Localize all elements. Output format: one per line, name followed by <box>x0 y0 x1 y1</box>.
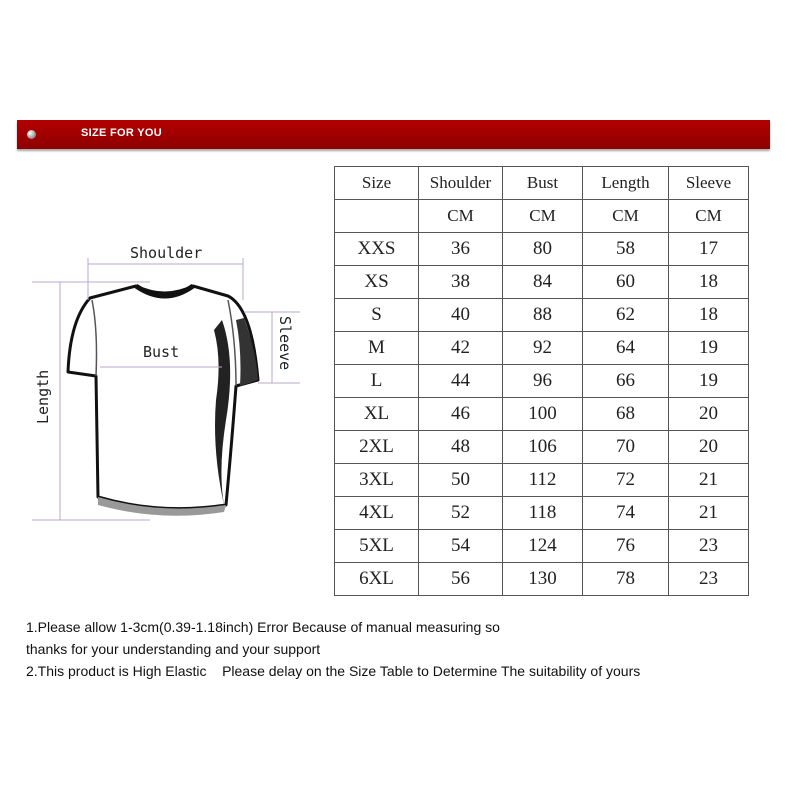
table-cell: 19 <box>669 332 749 365</box>
table-row <box>335 266 749 299</box>
sleeve-label: Sleeve <box>276 316 294 371</box>
table-cell: 44 <box>419 365 503 398</box>
tshirt-diagram <box>0 0 330 560</box>
note-line-1: 1.Please allow 1-3cm(0.39-1.18inch) Error Because of manual measuring so <box>26 619 500 635</box>
table-cell: 40 <box>419 299 503 332</box>
table-cell: 100 <box>503 398 583 431</box>
table-cell: 18 <box>669 299 749 332</box>
table-cell: 74 <box>583 497 669 530</box>
table-cell: 5XL <box>335 530 419 563</box>
table-cell: 92 <box>503 332 583 365</box>
table-cell: 64 <box>583 332 669 365</box>
table-row <box>335 365 749 398</box>
table-cell: 56 <box>419 563 503 596</box>
table-cell: 50 <box>419 464 503 497</box>
table-cell: M <box>335 332 419 365</box>
table-cell: 52 <box>419 497 503 530</box>
table-cell: 60 <box>583 266 669 299</box>
table-row <box>335 497 749 530</box>
table-cell: 17 <box>669 233 749 266</box>
table-cell: 36 <box>419 233 503 266</box>
table-row <box>335 398 749 431</box>
table-cell: XS <box>335 266 419 299</box>
header-cell: Shoulder <box>419 167 503 200</box>
table-cell: 48 <box>419 431 503 464</box>
table-row <box>335 233 749 266</box>
length-label: Length <box>34 369 52 424</box>
table-row <box>335 299 749 332</box>
table-cell: 62 <box>583 299 669 332</box>
table-cell: 20 <box>669 398 749 431</box>
table-cell: 20 <box>669 431 749 464</box>
table-cell: 19 <box>669 365 749 398</box>
table-cell: 58 <box>583 233 669 266</box>
table-cell: 72 <box>583 464 669 497</box>
table-row <box>335 431 749 464</box>
header-cell: Bust <box>503 167 583 200</box>
table-cell: 112 <box>503 464 583 497</box>
table-cell: 4XL <box>335 497 419 530</box>
table-cell: 21 <box>669 464 749 497</box>
table-cell: 38 <box>419 266 503 299</box>
table-cell: 66 <box>583 365 669 398</box>
note-line-3: 2.This product is High Elastic Please delay on the Size Table to Determine The suitability of yours <box>26 663 641 679</box>
table-cell: XL <box>335 398 419 431</box>
table-cell: S <box>335 299 419 332</box>
table-row <box>335 563 749 596</box>
note-line-2: thanks for your understanding and your support <box>26 641 321 657</box>
unit-cell: CM <box>503 200 583 233</box>
table-cell: 76 <box>583 530 669 563</box>
table-row <box>335 464 749 497</box>
table-cell: 6XL <box>335 563 419 596</box>
tshirt-outline-icon <box>68 286 258 509</box>
size-table <box>334 166 749 596</box>
table-cell: 96 <box>503 365 583 398</box>
table-cell: 84 <box>503 266 583 299</box>
table-cell: 130 <box>503 563 583 596</box>
table-cell: 68 <box>583 398 669 431</box>
unit-cell: CM <box>669 200 749 233</box>
shoulder-label: Shoulder <box>130 244 203 262</box>
unit-cell: CM <box>583 200 669 233</box>
table-cell: L <box>335 365 419 398</box>
table-units-row <box>335 200 749 233</box>
bust-label: Bust <box>143 343 180 361</box>
table-cell: 2XL <box>335 431 419 464</box>
unit-cell: CM <box>419 200 503 233</box>
notes <box>26 616 640 682</box>
table-cell: 23 <box>669 530 749 563</box>
table-cell: 54 <box>419 530 503 563</box>
table-cell: 88 <box>503 299 583 332</box>
table-cell: 118 <box>503 497 583 530</box>
table-cell: 18 <box>669 266 749 299</box>
table-cell: 3XL <box>335 464 419 497</box>
header-cell: Length <box>583 167 669 200</box>
table-row <box>335 530 749 563</box>
table-cell: 21 <box>669 497 749 530</box>
table-cell: 106 <box>503 431 583 464</box>
table-cell: 42 <box>419 332 503 365</box>
header-cell: Size <box>335 167 419 200</box>
table-cell: 46 <box>419 398 503 431</box>
unit-cell <box>335 200 419 233</box>
header-cell: Sleeve <box>669 167 749 200</box>
table-cell: 80 <box>503 233 583 266</box>
banner-title: SIZE FOR YOU <box>81 127 163 139</box>
table-row <box>335 332 749 365</box>
table-cell: 78 <box>583 563 669 596</box>
table-header-row <box>335 167 749 200</box>
table-cell: 124 <box>503 530 583 563</box>
table-cell: 70 <box>583 431 669 464</box>
table-cell: XXS <box>335 233 419 266</box>
table-cell: 23 <box>669 563 749 596</box>
